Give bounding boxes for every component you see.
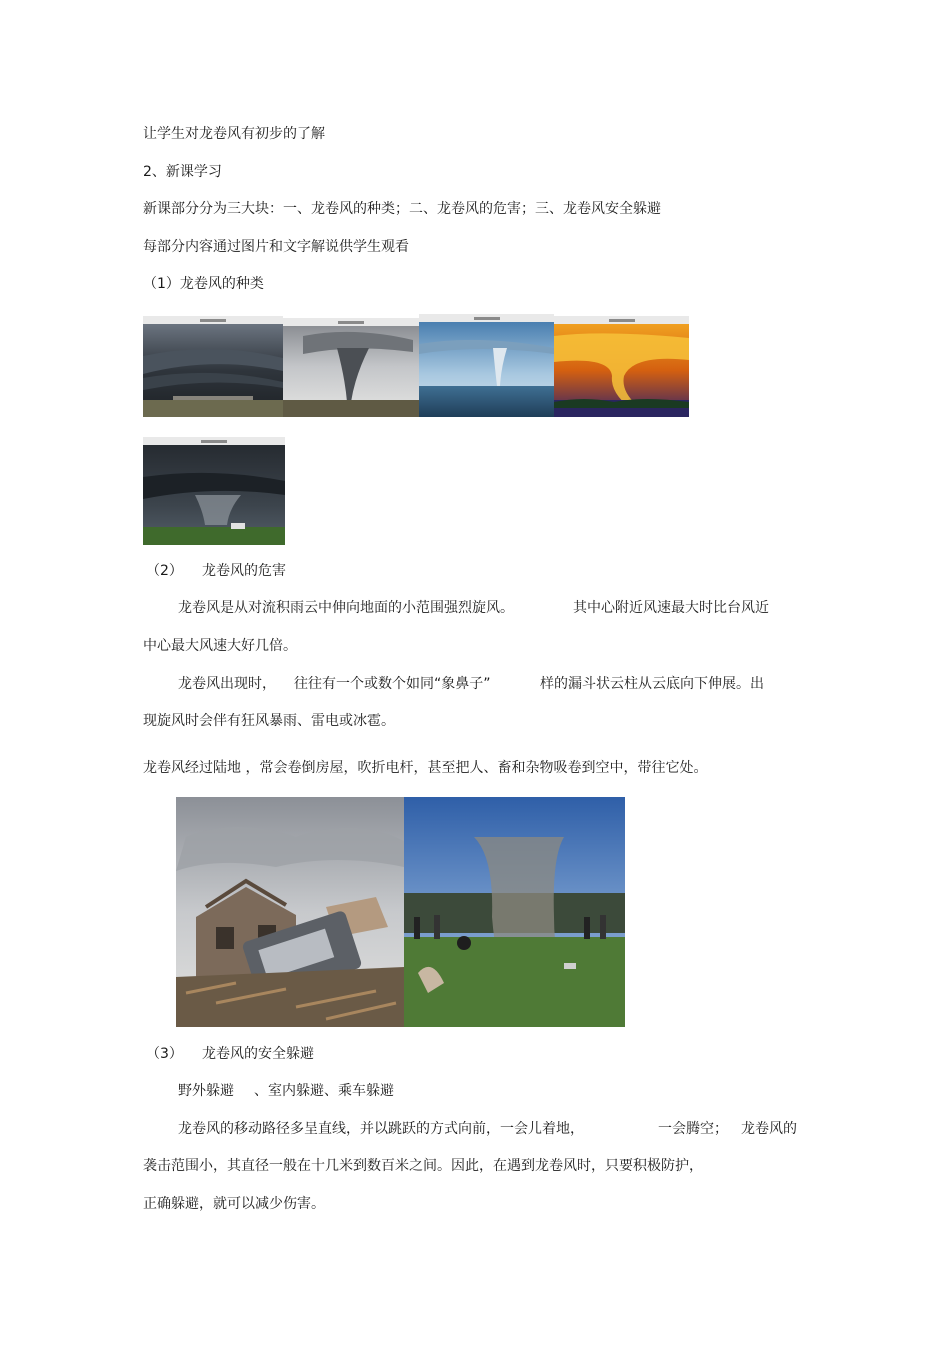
intro-text: 让学生对龙卷风有初步的了解 — [143, 126, 325, 142]
part3-methods-text-a: 野外躲避 — [178, 1083, 234, 1099]
section-heading: 2、新课学习 — [143, 164, 222, 180]
part2-para2-text-c: 样的漏斗状云柱从云底向下伸展。出 — [540, 676, 764, 692]
method-text: 每部分内容通过图片和文字解说供学生观看 — [143, 239, 409, 255]
tornado-type-image-5 — [143, 437, 285, 545]
part2-para1-text-b: 其中心附近风速最大时比台风近 — [573, 600, 769, 616]
overview-text: 新课部分分为三大块：一、龙卷风的种类；二、龙卷风的危害；三、龙卷风安全躲避 — [143, 201, 661, 217]
tornado-damage-image-house — [176, 797, 404, 1027]
part3-para1-text-a: 龙卷风的移动路径多呈直线，并以跳跃的方式向前，一会儿着地， — [178, 1121, 584, 1137]
part2-heading-number: （2） — [146, 563, 183, 579]
part3-methods-text-b: 、室内躲避、乘车躲避 — [254, 1083, 394, 1099]
part2-para2-text-d: 现旋风时会伴有狂风暴雨、雷电或冰雹。 — [143, 713, 395, 729]
part2-para2-text-b: 往往有一个或数个如同“象鼻子” — [294, 676, 491, 692]
part3-heading: 龙卷风的安全躲避 — [202, 1046, 314, 1062]
part3-para1-text-e: 正确躲避，就可以减少伤害。 — [143, 1196, 325, 1212]
part2-para2-text-a: 龙卷风出现时， — [178, 676, 276, 692]
part3-heading-number: （3） — [146, 1046, 183, 1062]
part2-para1-text-c: 中心最大风速大好几倍。 — [143, 638, 297, 654]
tornado-damage-image-field — [404, 797, 625, 1027]
part1-heading: （1）龙卷风的种类 — [143, 276, 264, 292]
part2-para3-text: 龙卷风经过陆地 ，常会卷倒房屋，吹折电杆，甚至把人、畜和杂物吸卷到空中，带往它处。 — [143, 760, 708, 776]
tornado-type-image-4 — [554, 316, 689, 417]
part3-para1-text-d: 袭击范围小，其直径一般在十几米到数百米之间。因此，在遇到龙卷风时，只要积极防护， — [143, 1158, 703, 1174]
part2-heading: 龙卷风的危害 — [202, 563, 286, 579]
tornado-type-image-1 — [143, 316, 283, 417]
part2-para1-text-a: 龙卷风是从对流积雨云中伸向地面的小范围强烈旋风。 — [178, 600, 514, 616]
tornado-type-image-3 — [419, 314, 554, 417]
part3-para1-text-b: 一会腾空； — [658, 1121, 728, 1137]
tornado-type-image-2 — [283, 318, 419, 417]
part3-para1-text-c: 龙卷风的 — [741, 1121, 797, 1137]
